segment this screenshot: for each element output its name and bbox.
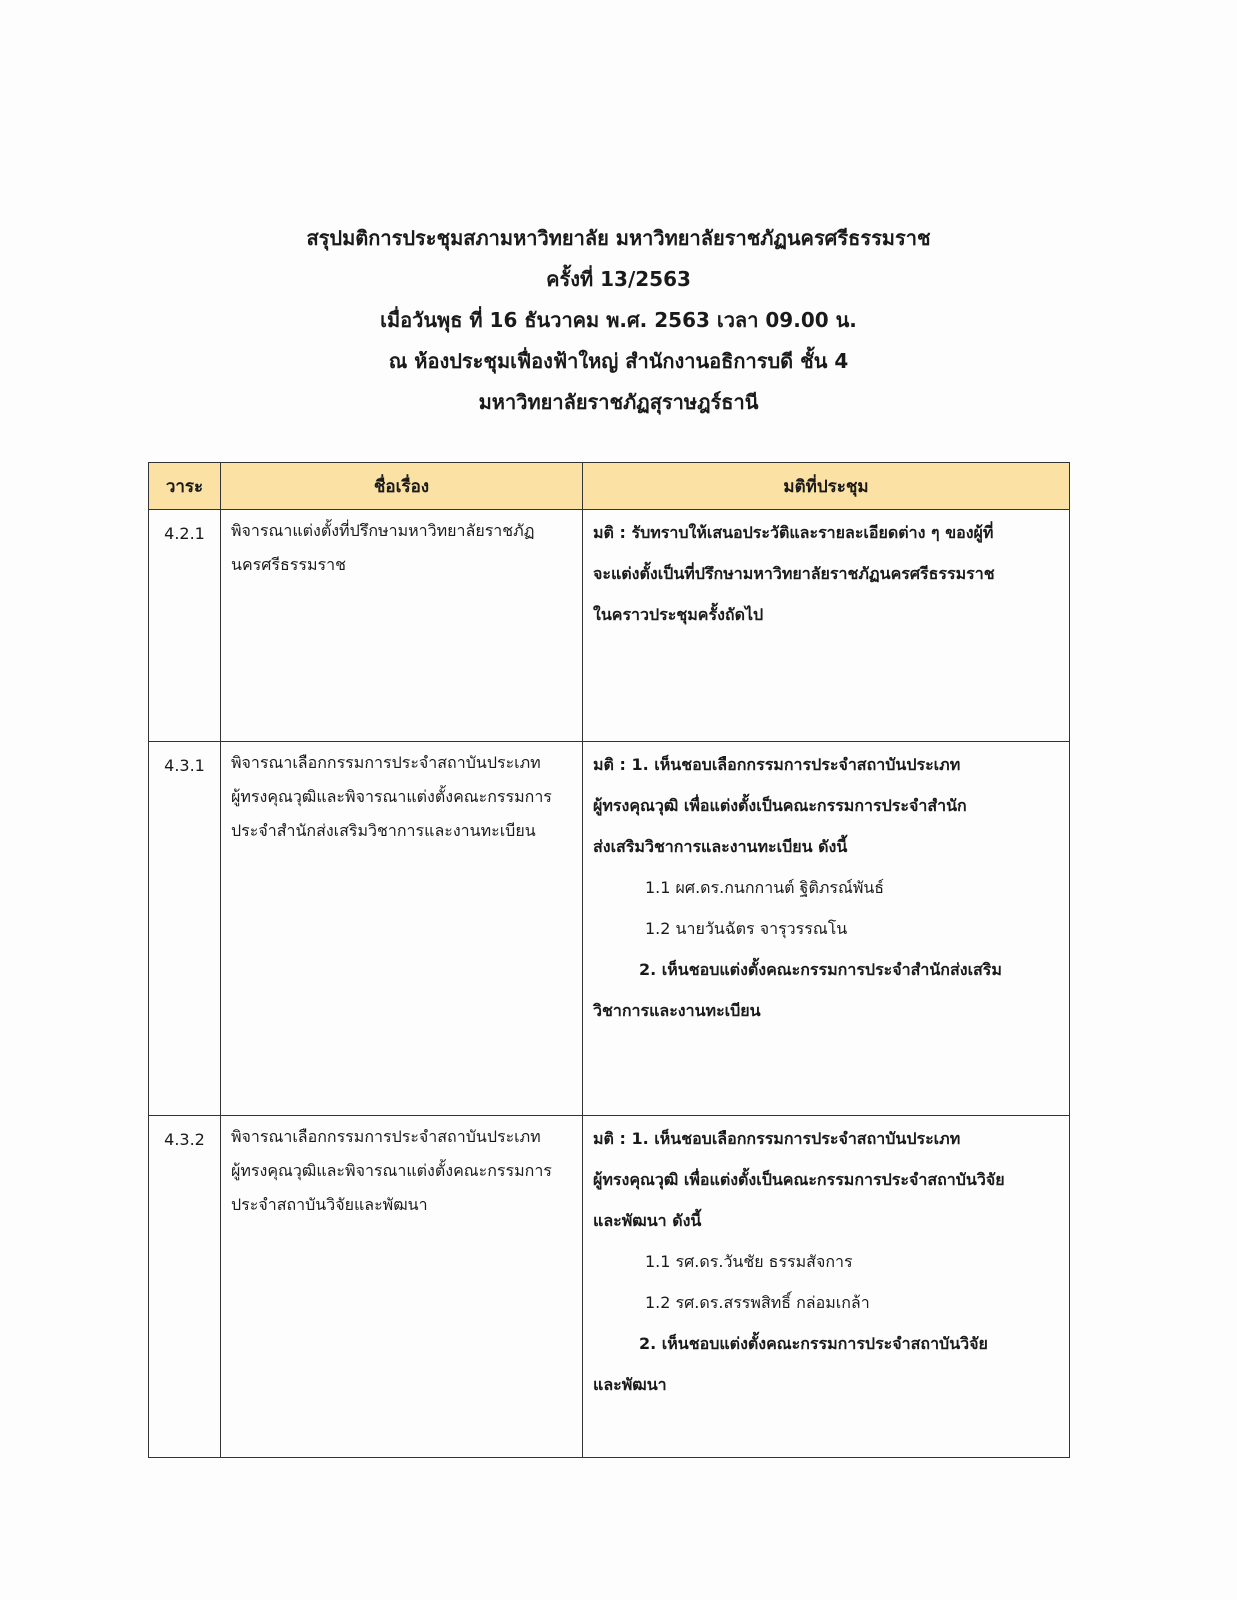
resolution-line: มติ : รับทราบให้เสนอประวัติและรายละเอียดต่าง ๆ ของผู้ที่ bbox=[593, 523, 994, 542]
meeting-title: สรุปมติการประชุมสภามหาวิทยาลัย มหาวิทยาลัยราชภัฏนครศรีธรรมราช bbox=[306, 226, 931, 250]
nominee-line: 1.1 รศ.ดร.วันชัย ธรรมสัจการ bbox=[645, 1252, 853, 1271]
table-row bbox=[149, 742, 1070, 1116]
agenda-subject: พิจารณาเลือกกรรมการประจำสถาบันประเภทผู้ทรงคุณวุฒิและพิจารณาแต่งตั้งคณะกรรมการประจำสถาบันวิจัยและพัฒนา bbox=[221, 1116, 583, 1458]
table-row bbox=[149, 1116, 1070, 1458]
agenda-resolution bbox=[583, 510, 1070, 742]
meeting-number: ครั้งที่ 13/2563 bbox=[546, 267, 691, 291]
resolution-line: วิชาการและงานทะเบียน bbox=[593, 1001, 761, 1020]
resolution-line: 2. เห็นชอบแต่งตั้งคณะกรรมการประจำสำนักส่งเสริม bbox=[639, 960, 1002, 979]
resolution-line: จะแต่งตั้งเป็นที่ปรึกษามหาวิทยาลัยราชภัฏนครศรีธรรมราช bbox=[593, 564, 995, 583]
agenda-resolution bbox=[583, 742, 1070, 1116]
agenda-resolution bbox=[583, 1116, 1070, 1458]
agenda-number: 4.3.1 bbox=[149, 742, 221, 1116]
header-resolution: มติที่ประชุม bbox=[583, 463, 1070, 510]
resolution-line: มติ : 1. เห็นชอบเลือกกรรมการประจำสถาบันประเภท bbox=[593, 1129, 961, 1148]
agenda-number: 4.3.2 bbox=[149, 1116, 221, 1458]
resolution-line: ในคราวประชุมครั้งถัดไป bbox=[593, 605, 764, 624]
resolution-line: และพัฒนา ดังนี้ bbox=[593, 1211, 702, 1230]
agenda-subject: พิจารณาแต่งตั้งที่ปรึกษามหาวิทยาลัยราชภัฏนครศรีธรรมราช bbox=[221, 510, 583, 742]
header-agenda: วาระ bbox=[149, 463, 221, 510]
resolution-line: มติ : 1. เห็นชอบเลือกกรรมการประจำสถาบันประเภท bbox=[593, 755, 961, 774]
document-header bbox=[0, 218, 1237, 423]
table-row bbox=[149, 510, 1070, 742]
resolution-line: และพัฒนา bbox=[593, 1375, 667, 1394]
header-subject: ชื่อเรื่อง bbox=[221, 463, 583, 510]
meeting-venue: มหาวิทยาลัยราชภัฏสุราษฎร์ธานี bbox=[478, 390, 759, 414]
resolution-line: ส่งเสริมวิชาการและงานทะเบียน ดังนี้ bbox=[593, 837, 848, 856]
agenda-subject: พิจารณาเลือกกรรมการประจำสถาบันประเภทผู้ทรงคุณวุฒิและพิจารณาแต่งตั้งคณะกรรมการประจำสำนักส่งเสริมวิชาการและงานทะเบียน bbox=[221, 742, 583, 1116]
meeting-date: เมื่อวันพุธ ที่ 16 ธันวาคม พ.ศ. 2563 เวลา 09.00 น. bbox=[380, 308, 857, 332]
nominee-line: 1.2 นายวันฉัตร จารุวรรณโน bbox=[645, 919, 848, 938]
table-header-row bbox=[149, 463, 1070, 510]
nominee-line: 1.1 ผศ.ดร.กนกกานต์ ฐิติภรณ์พันธ์ bbox=[645, 878, 885, 897]
resolutions-table bbox=[148, 462, 1070, 1458]
resolution-line: ผู้ทรงคุณวุฒิ เพื่อแต่งตั้งเป็นคณะกรรมการประจำสำนัก bbox=[593, 796, 967, 815]
resolution-line: ผู้ทรงคุณวุฒิ เพื่อแต่งตั้งเป็นคณะกรรมการประจำสถาบันวิจัย bbox=[593, 1170, 1005, 1189]
nominee-line: 1.2 รศ.ดร.สรรพสิทธิ์ กล่อมเกล้า bbox=[645, 1293, 870, 1312]
agenda-number: 4.2.1 bbox=[149, 510, 221, 742]
meeting-room: ณ ห้องประชุมเฟื่องฟ้าใหญ่ สำนักงานอธิการบดี ชั้น 4 bbox=[388, 349, 849, 373]
resolution-line: 2. เห็นชอบแต่งตั้งคณะกรรมการประจำสถาบันวิจัย bbox=[639, 1334, 988, 1353]
